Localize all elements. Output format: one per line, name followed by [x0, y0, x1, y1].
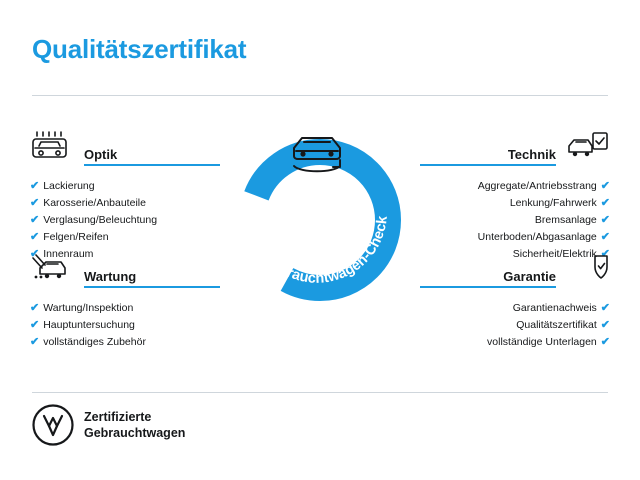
list-item-label: Lenkung/Fahrwerk	[509, 197, 597, 209]
section-garantie-list	[420, 300, 610, 351]
section-optik-list	[30, 178, 220, 263]
list-item-label: Unterboden/Abgasanlage	[477, 231, 597, 243]
list-item	[420, 317, 610, 334]
section-wartung-rule	[84, 286, 220, 288]
check-icon: ✔	[30, 319, 40, 331]
list-item-label: vollständiges Zubehör	[43, 336, 146, 348]
list-item-label: Verglasung/Beleuchtung	[43, 214, 158, 226]
car-360-icon	[282, 130, 358, 184]
check-icon: ✔	[30, 231, 40, 243]
section-wartung-list	[30, 300, 220, 351]
section-technik-header	[420, 140, 610, 166]
section-wartung	[30, 262, 220, 367]
list-item-label: Aggregate/Antriebsstrang	[477, 180, 597, 192]
check-icon: ✔	[600, 180, 610, 192]
check-icon: ✔	[600, 231, 610, 243]
list-item-label: Karosserie/Anbauteile	[43, 197, 146, 209]
check-icon: ✔	[600, 336, 610, 348]
check-icon: ✔	[600, 319, 610, 331]
check-icon: ✔	[600, 248, 610, 260]
section-optik-rule	[84, 164, 220, 166]
check-icon: ✔	[600, 302, 610, 314]
list-item-label: Sicherheit/Elektrik	[512, 248, 597, 260]
check-icon: ✔	[30, 197, 40, 209]
section-garantie-header	[420, 262, 610, 288]
badge-degrees: 360°	[286, 212, 354, 247]
list-item	[420, 178, 610, 195]
list-item	[30, 317, 220, 334]
list-item	[420, 212, 610, 229]
list-item-label: Garantienachweis	[512, 302, 597, 314]
list-item	[420, 300, 610, 317]
check-icon: ✔	[600, 197, 610, 209]
list-item-label: Hauptuntersuchung	[43, 319, 135, 331]
section-optik-title: Optik	[84, 147, 118, 162]
footer-line-1: Zertifizierte	[84, 410, 152, 424]
check-icon: ✔	[600, 214, 610, 226]
list-item-label: Qualitätszertifikat	[516, 319, 597, 331]
footer-text	[84, 409, 185, 441]
list-item	[420, 334, 610, 351]
check-icon: ✔	[30, 248, 40, 260]
section-garantie-title: Garantie	[503, 269, 556, 284]
svg-text:Gebrauchtwagen-Check: Gebrauchtwagen-Check	[260, 215, 391, 287]
footer-line-2: Gebrauchtwagen	[84, 426, 186, 440]
section-technik-title: Technik	[507, 147, 556, 162]
list-item-label: Innenraum	[43, 248, 94, 260]
footer-divider	[32, 392, 608, 393]
section-wartung-title: Wartung	[84, 269, 137, 284]
list-item	[420, 195, 610, 212]
section-technik-list	[420, 178, 610, 263]
title-divider	[32, 95, 608, 96]
section-wartung-header	[30, 262, 220, 288]
vw-logo	[32, 404, 74, 446]
list-item	[30, 229, 220, 246]
check-icon: ✔	[30, 180, 40, 192]
list-item	[30, 300, 220, 317]
list-item-label: Bremsanlage	[534, 214, 597, 226]
page-title: Qualitätszertifikat	[32, 34, 247, 64]
gebrauchtwagen-check-badge	[225, 120, 415, 310]
section-garantie	[420, 262, 610, 367]
list-item-label: Wartung/Inspektion	[43, 302, 134, 314]
footer-brand	[32, 404, 185, 446]
section-garantie-rule	[420, 286, 556, 288]
check-icon: ✔	[30, 214, 40, 226]
list-item	[30, 334, 220, 351]
list-item-label: Lackierung	[43, 180, 95, 192]
section-technik-rule	[420, 164, 556, 166]
list-item-label: vollständige Unterlagen	[487, 336, 597, 348]
section-optik-header	[30, 140, 220, 166]
list-item-label: Felgen/Reifen	[43, 231, 109, 243]
list-item	[420, 229, 610, 246]
list-item	[30, 212, 220, 229]
check-icon: ✔	[30, 302, 40, 314]
list-item	[30, 195, 220, 212]
list-item	[30, 178, 220, 195]
check-icon: ✔	[30, 336, 40, 348]
